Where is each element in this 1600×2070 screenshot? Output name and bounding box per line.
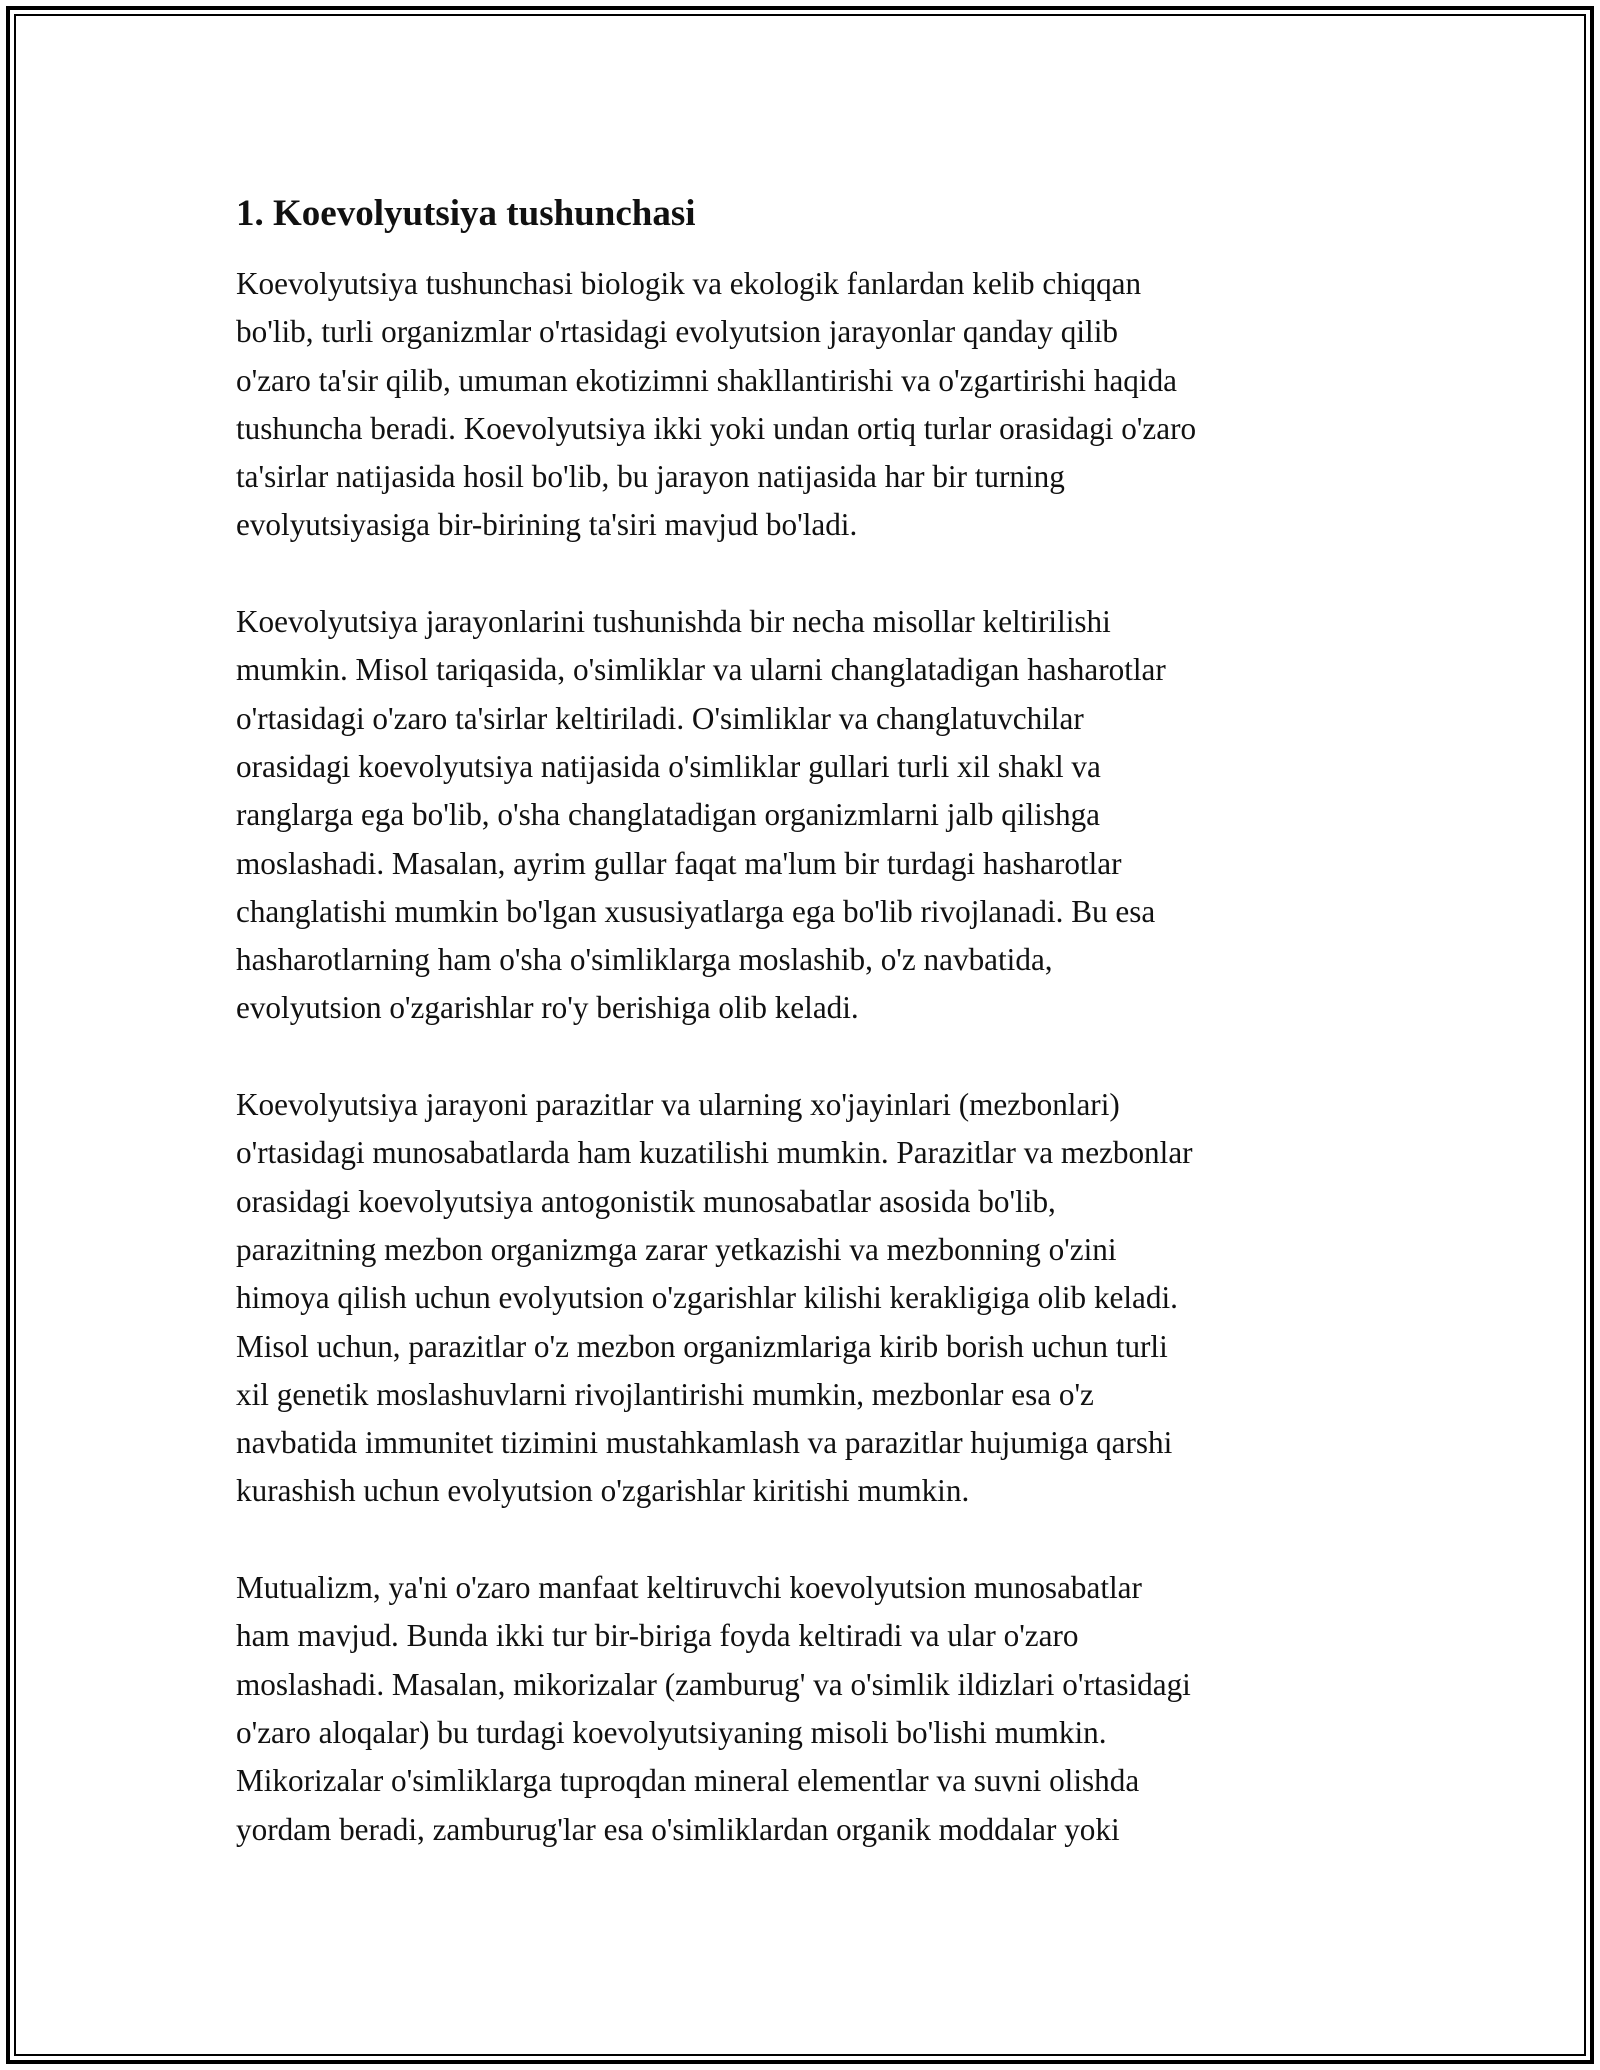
text-line: moslashadi. Masalan, ayrim gullar faqat ma'lum bir turdagi hasharotlar bbox=[236, 845, 1122, 881]
text-line: tushuncha beradi. Koevolyutsiya ikki yoki undan ortiq turlar orasidagi o'zaro bbox=[236, 410, 1197, 446]
text-line: o'zaro aloqalar) bu turdagi koevolyutsiyaning misoli bo'lishi mumkin. bbox=[236, 1714, 1107, 1750]
text-line: ta'sirlar natijasida hosil bo'lib, bu jarayon natijasida har bir turning bbox=[236, 459, 1065, 495]
text-line: himoya qilish uchun evolyutsion o'zgarishlar kilishi kerakligiga olib keladi. bbox=[236, 1280, 1178, 1316]
text-line: Koevolyutsiya jarayoni parazitlar va ularning xo'jayinlari (mezbonlari) bbox=[236, 1087, 1120, 1123]
text-line: Mutualizm, ya'ni o'zaro manfaat keltiruvchi koevolyutsion munosabatlar bbox=[236, 1570, 1142, 1606]
page-title: 1. Koevolyutsiya tushunchasi bbox=[236, 193, 696, 234]
text-line: kurashish uchun evolyutsion o'zgarishlar kiritishi mumkin. bbox=[236, 1473, 970, 1509]
paragraph-3 bbox=[236, 1081, 1376, 1516]
text-line: xil genetik moslashuvlarni rivojlantirishi mumkin, mezbonlar esa o'z bbox=[236, 1376, 1094, 1412]
text-line: yordam beradi, zamburug'lar esa o'simliklardan organik moddalar yoki bbox=[236, 1811, 1120, 1847]
text-line: hasharotlarning ham o'sha o'simliklarga moslashib, o'z navbatida, bbox=[236, 942, 1053, 978]
text-line: ranglarga ega bo'lib, o'sha changlatadigan organizmlarni jalb qilishga bbox=[236, 797, 1101, 833]
paragraph-2 bbox=[236, 598, 1376, 1033]
text-line: o'rtasidagi munosabatlarda ham kuzatilishi mumkin. Parazitlar va mezbonlar bbox=[236, 1135, 1193, 1171]
text-line: o'zaro ta'sir qilib, umuman ekotizimni shakllantirishi va o'zgartirishi haqida bbox=[236, 362, 1178, 398]
text-line: orasidagi koevolyutsiya antogonistik munosabatlar asosida bo'lib, bbox=[236, 1183, 1056, 1219]
text-line: mumkin. Misol tariqasida, o'simliklar va ularni changlatadigan hasharotlar bbox=[236, 652, 1166, 688]
document-body bbox=[236, 188, 1376, 1902]
text-line: Koevolyutsiya jarayonlarini tushunishda bir necha misollar keltirilishi bbox=[236, 604, 1111, 640]
text-line: Koevolyutsiya tushunchasi biologik va ekologik fanlardan kelib chiqqan bbox=[236, 266, 1142, 301]
text-line: parazitning mezbon organizmga zarar yetkazishi va mezbonning o'zini bbox=[236, 1231, 1117, 1267]
text-line: changlatishi mumkin bo'lgan xususiyatlarga ega bo'lib rivojlanadi. Bu esa bbox=[236, 893, 1156, 929]
text-line: bo'lib, turli organizmlar o'rtasidagi evolyutsion jarayonlar qanday qilib bbox=[236, 314, 1118, 350]
text-line: o'rtasidagi o'zaro ta'sirlar keltiriladi. O'simliklar va changlatuvchilar bbox=[236, 700, 1084, 736]
text-line: ham mavjud. Bunda ikki tur bir-biriga foyda keltiradi va ular o'zaro bbox=[236, 1618, 1079, 1654]
text-line: Mikorizalar o'simliklarga tuproqdan mineral elementlar va suvni olishda bbox=[236, 1763, 1140, 1799]
text-line: Misol uchun, parazitlar o'z mezbon organizmlariga kirib borish uchun turli bbox=[236, 1328, 1168, 1364]
text-line: evolyutsion o'zgarishlar ro'y berishiga olib keladi. bbox=[236, 990, 859, 1026]
text-line: navbatida immunitet tizimini mustahkamlash va parazitlar hujumiga qarshi bbox=[236, 1425, 1173, 1461]
paragraph-1 bbox=[236, 260, 1376, 550]
text-line: orasidagi koevolyutsiya natijasida o'simliklar gullari turli xil shakl va bbox=[236, 748, 1101, 784]
text-line: moslashadi. Masalan, mikorizalar (zamburug' va o'simlik ildizlari o'rtasidagi bbox=[236, 1666, 1191, 1702]
text-line: evolyutsiyasiga bir-birining ta'siri mavjud bo'ladi. bbox=[236, 507, 858, 543]
paragraph-4 bbox=[236, 1564, 1376, 1854]
